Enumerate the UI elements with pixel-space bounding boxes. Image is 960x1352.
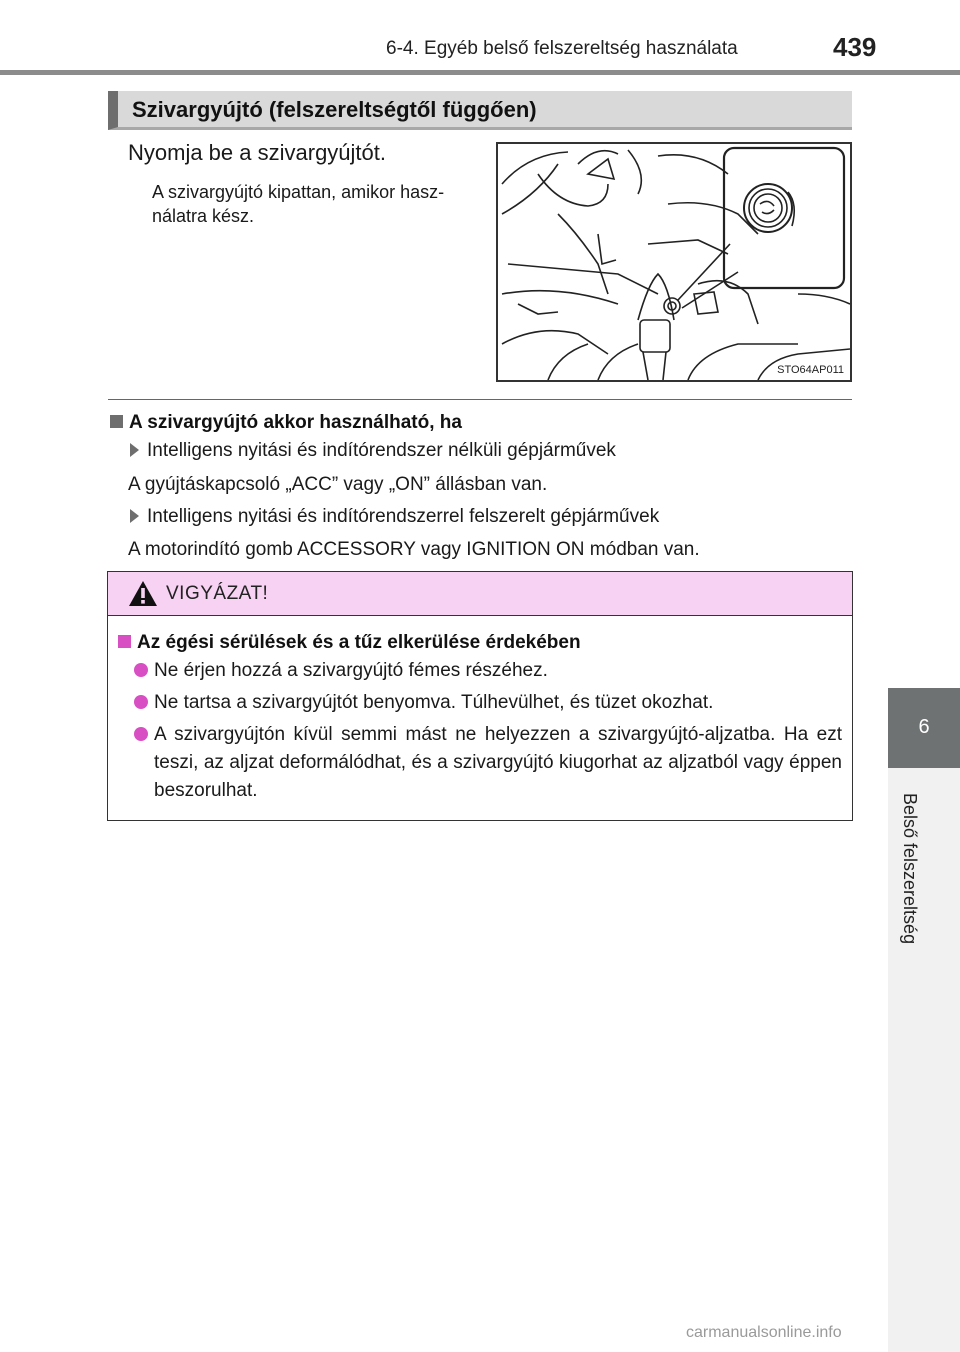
usage-heading	[110, 412, 462, 434]
illustration-code: STO64AP011	[777, 364, 844, 376]
cigarette-lighter-illustration	[496, 142, 852, 382]
warning-subheading-text: Az égési sérülések és a tűz elkerülése érdekében	[137, 632, 581, 653]
warning-item-text: A szivargyújtón kívül semmi mást ne helyezzen a szivargyújtó-aljzatba. Ha ezt teszi, az aljzat deformálódhat, és a szivargyújtó kiugorhat az aljzatból vagy éppen beszorulhat.	[154, 724, 842, 801]
condition-label-text: Intelligens nyitási és indítórendszerrel felszerelt gépjárművek	[147, 506, 660, 527]
square-bullet-icon	[118, 635, 131, 648]
instruction-note: A szivargyújtó kipattan, amikor hasz-nálatra kész.	[152, 182, 445, 226]
section-divider	[108, 399, 852, 400]
chapter-label: Belső felszereltség	[900, 793, 920, 945]
condition-label-2	[130, 506, 659, 528]
circle-bullet-icon	[134, 663, 148, 677]
warning-box	[107, 571, 853, 821]
condition-label-1	[130, 440, 616, 462]
warning-item-text: Ne érjen hozzá a szivargyújtó fémes részéhez.	[154, 660, 548, 681]
section-title-bar	[108, 91, 852, 130]
header-section-title: 6-4. Egyéb belső felszereltség használata	[386, 38, 738, 59]
warning-item-1	[134, 657, 842, 685]
condition-text-2: A motorindító gomb ACCESSORY vagy IGNITION ON módban van.	[128, 539, 700, 560]
usage-heading-text: A szivargyújtó akkor használható, ha	[129, 412, 462, 433]
square-bullet-icon	[110, 415, 123, 428]
chapter-number: 6	[918, 716, 930, 738]
page-number: 439	[833, 32, 877, 62]
warning-title: VIGYÁZAT!	[166, 583, 269, 604]
instruction-text: Nyomja be a szivargyújtót.	[128, 140, 386, 165]
warning-subheading	[118, 632, 581, 654]
circle-bullet-icon	[134, 695, 148, 709]
warning-item-2	[134, 689, 842, 717]
triangle-bullet-icon	[130, 443, 139, 457]
warning-item-text: Ne tartsa a szivargyújtót benyomva. Túlhevülhet, és tüzet okozhat.	[154, 692, 714, 713]
header-rule	[0, 70, 960, 75]
circle-bullet-icon	[134, 727, 148, 741]
warning-item-3	[134, 721, 842, 805]
chapter-tab	[888, 688, 960, 768]
warning-triangle-icon	[128, 580, 158, 607]
dashboard-drawing	[498, 144, 850, 380]
warning-header	[108, 572, 852, 616]
condition-label-text: Intelligens nyitási és indítórendszer nélküli gépjárművek	[147, 440, 616, 461]
triangle-bullet-icon	[130, 509, 139, 523]
condition-text-1: A gyújtáskapcsoló „ACC” vagy „ON” állásban van.	[128, 474, 548, 495]
section-title: Szivargyújtó (felszereltségtől függően)	[132, 97, 537, 122]
watermark: carmanualsonline.info	[686, 1324, 842, 1341]
